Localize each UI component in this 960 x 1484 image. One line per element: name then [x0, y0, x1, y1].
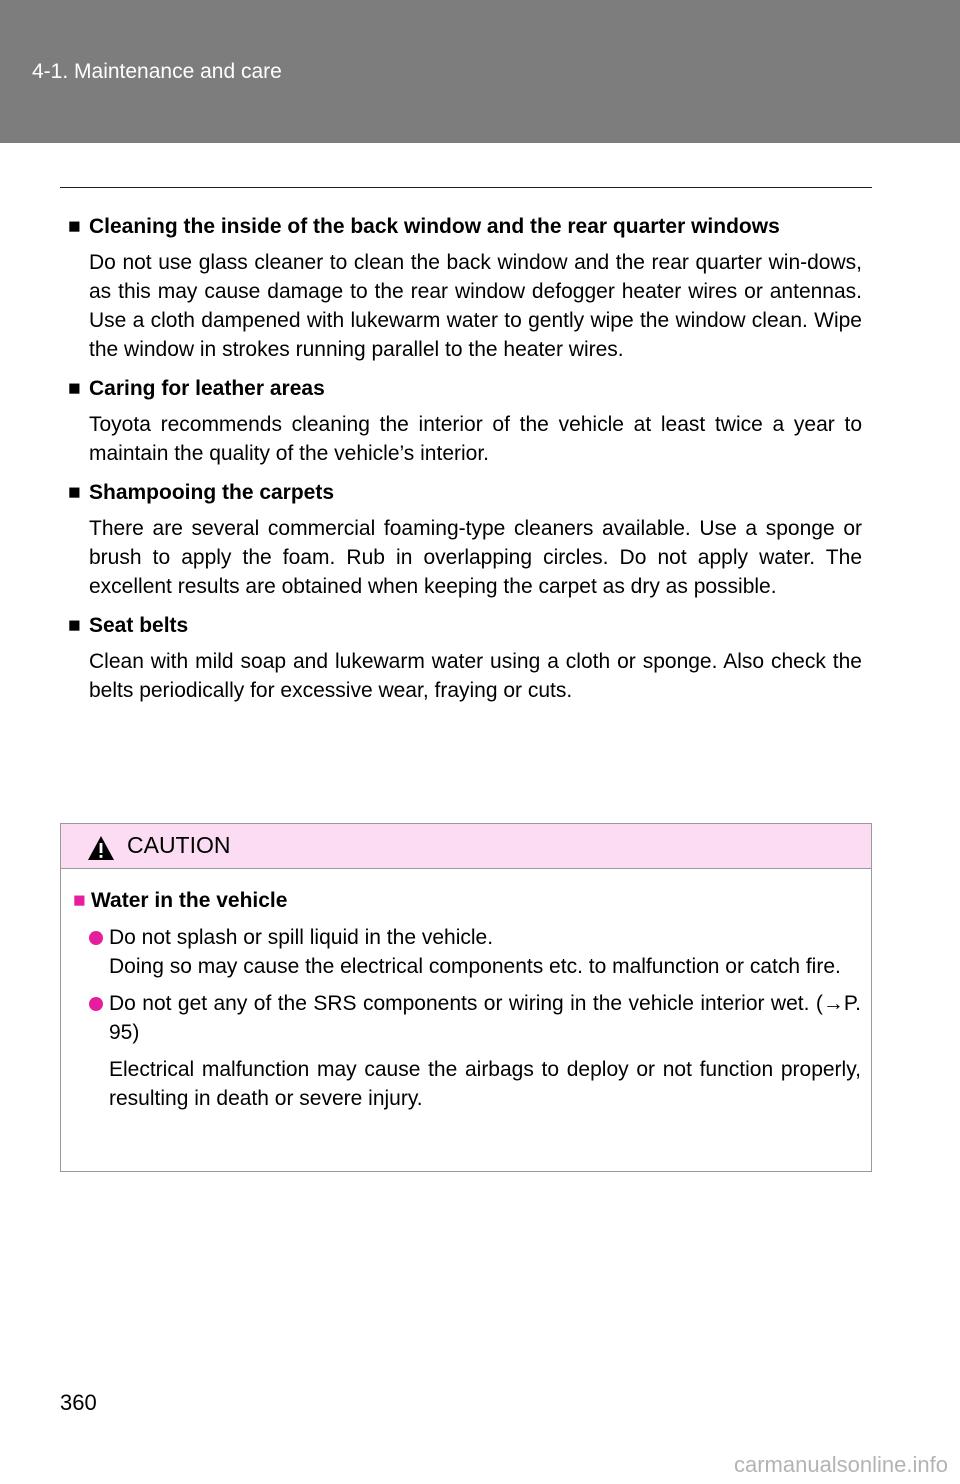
caution-title: CAUTION — [127, 832, 231, 858]
section-heading: ■ Seat belts — [68, 611, 862, 640]
square-bullet-icon: ■ — [73, 889, 86, 912]
caution-bullet: Do not splash or spill liquid in the vehicle. Doing so may cause the electrical components etc. to malfunction or catch fire. — [73, 923, 861, 981]
section-heading: ■ Shampooing the carpets — [68, 478, 862, 507]
section-text: There are several commercial foaming-type cleaners available. Use a sponge or brush to apply the foam. Rub in overlapping circles. Do not apply water. The excellent results are obtained when keeping the carpet as dry as possible. — [89, 517, 862, 598]
square-bullet-icon: ■ — [68, 481, 81, 504]
caution-heading: ■ Water in the vehicle — [73, 886, 861, 915]
section-title: 4-1. Maintenance and care — [32, 60, 282, 83]
section-text: Toyota recommends cleaning the interior of the vehicle at least twice a year to maintain the quality of the vehicle’s interior. — [89, 413, 862, 465]
square-bullet-icon: ■ — [68, 377, 81, 400]
section-text: Clean with mild soap and lukewarm water using a cloth or sponge. Also check the belts periodically for excessive wear, fraying or cuts. — [89, 650, 862, 702]
section-heading: ■ Cleaning the inside of the back window and the rear quarter windows — [68, 212, 862, 241]
square-bullet-icon: ■ — [68, 614, 81, 637]
caution-bullet: Do not get any of the SRS components or wiring in the vehicle interior wet. (→P. 95) Electrical malfunction may cause the airbags to deploy or not function properly, resulting in death or severe injury. — [73, 989, 861, 1113]
divider — [60, 187, 872, 188]
square-bullet-icon: ■ — [68, 215, 81, 238]
circle-bullet-icon — [89, 931, 103, 945]
warning-triangle-icon — [87, 835, 115, 861]
circle-bullet-icon — [89, 997, 103, 1011]
main-content — [68, 212, 862, 715]
caution-box — [60, 823, 872, 1172]
page-number: 360 — [60, 1390, 97, 1415]
caution-header — [61, 824, 871, 869]
page-header — [0, 0, 960, 143]
caution-body — [73, 886, 861, 1113]
watermark: carmanualsonline.info — [733, 1452, 948, 1477]
section-text: Do not use glass cleaner to clean the back window and the rear quarter win-dows, as this may cause damage to the rear window defogger heater wires or antennas. Use a cloth dampened with lukewarm water to gently wipe the window clean. Wipe the window in strokes running parallel to the heater wires. — [89, 251, 862, 361]
section-heading: ■ Caring for leather areas — [68, 374, 862, 403]
